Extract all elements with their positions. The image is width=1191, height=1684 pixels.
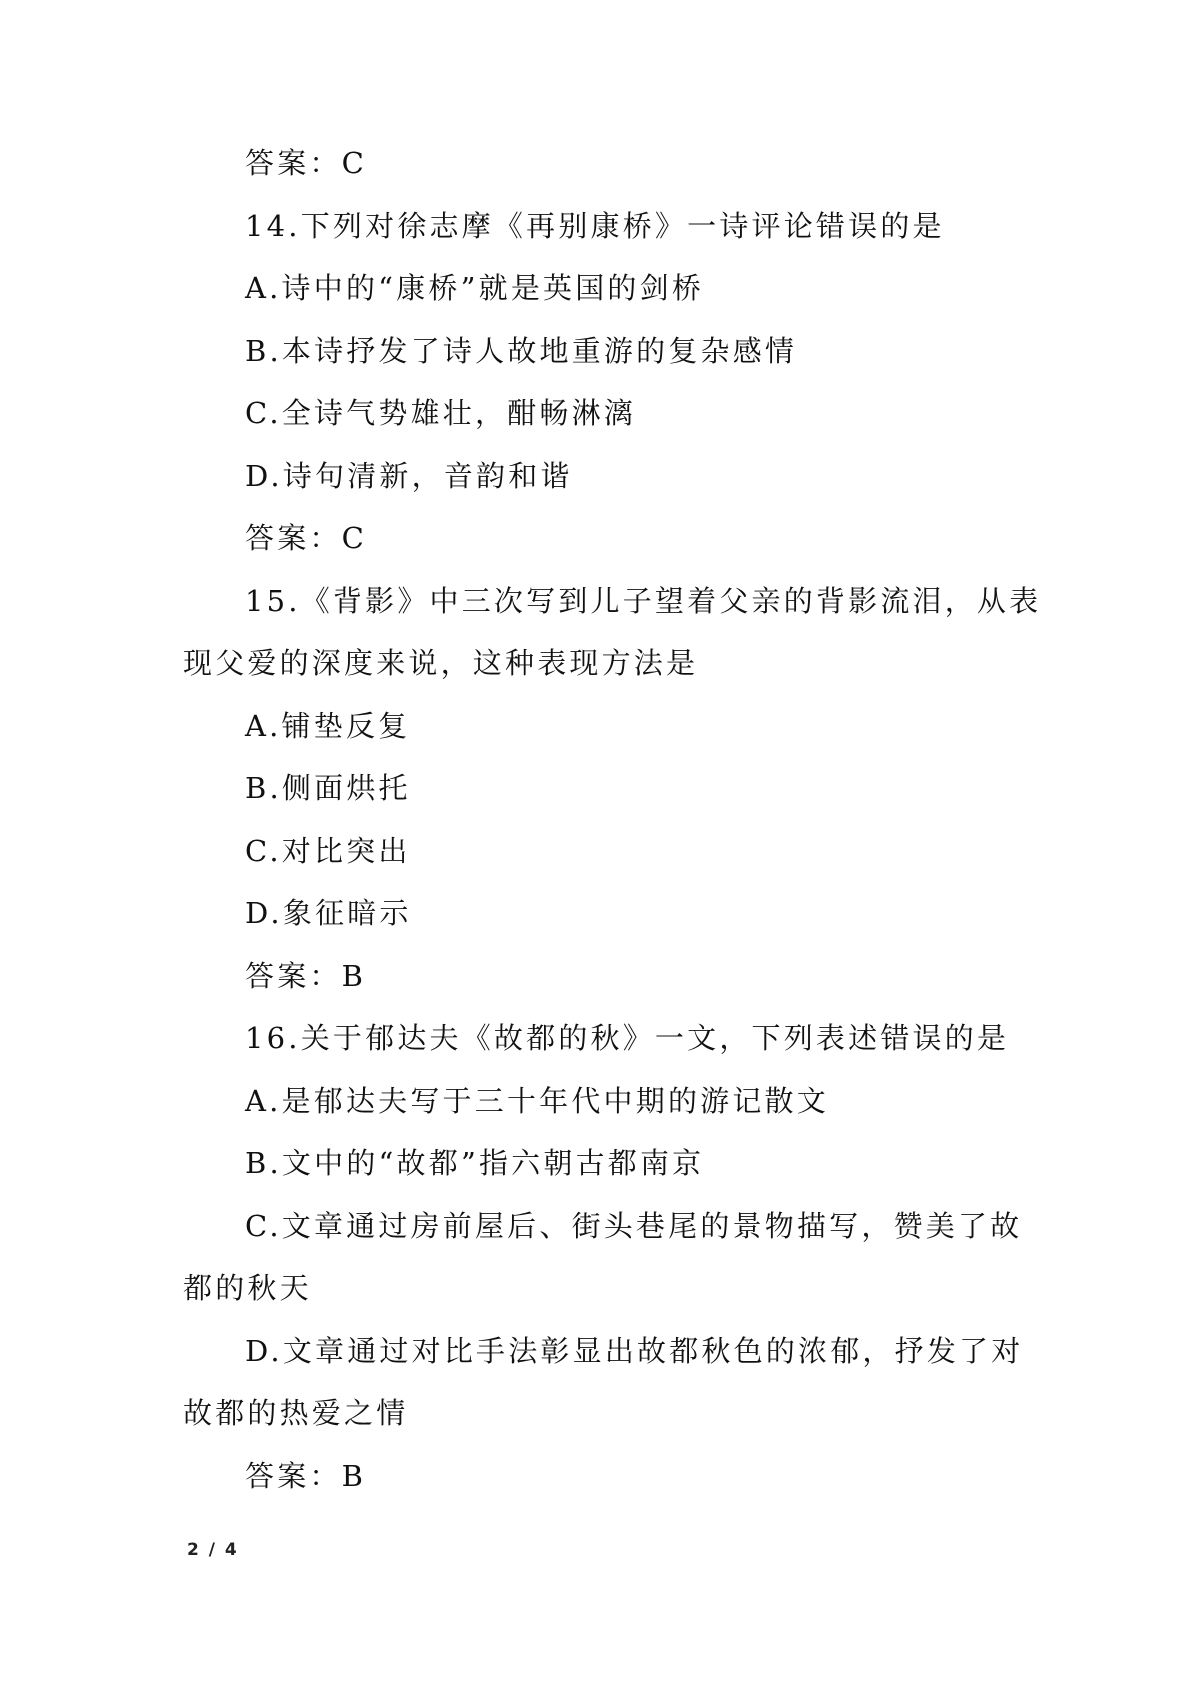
question-15-option-a: A.铺垫反复 [245,708,411,743]
answer-14: 答案：C [245,521,367,555]
page-content [183,132,1042,1507]
question-16-option-c: C.文章通过房前屋后、街头巷尾的景物描写，赞美了故 [245,1208,1023,1243]
question-16-option-b: B.文中的“故都”指六朝古都南京 [245,1146,705,1180]
answer-15: 答案：B [245,958,367,993]
question-14-option-b: B.本诗抒发了诗人故地重游的复杂感情 [245,333,798,368]
question-14-option-a: A.诗中的“康桥”就是英国的剑桥 [245,271,705,305]
question-15-option-d: D.象征暗示 [245,896,412,930]
question-14: 14.下列对徐志摩《再别康桥》一诗评论错误的是 [245,208,945,243]
answer-16: 答案：B [245,1458,367,1493]
question-14-option-c: C.全诗气势雄壮，酣畅淋漓 [245,396,636,430]
question-16-option-d-continued: 故都的热爱之情 [183,1396,409,1430]
question-15-continued: 现父爱的深度来说，这种表现方法是 [183,646,699,680]
answer-13: 答案：C [245,146,367,180]
question-16-option-a: A.是郁达夫写于三十年代中期的游记散文 [245,1083,829,1118]
question-16: 16.关于郁达夫《故都的秋》一文，下列表述错误的是 [245,1021,1010,1055]
question-16-option-d: D.文章通过对比手法彰显出故都秋色的浓郁，抒发了对 [245,1333,1024,1368]
question-16-option-c-continued: 都的秋天 [183,1271,312,1305]
question-15: 15.《背影》中三次写到儿子望着父亲的背影流泪，从表 [245,583,1042,618]
page-number: 2 / 4 [187,1540,239,1560]
question-14-option-d: D.诗句清新，音韵和谐 [245,458,573,493]
question-15-option-b: B.侧面烘托 [245,771,411,805]
question-15-option-c: C.对比突出 [245,833,411,868]
